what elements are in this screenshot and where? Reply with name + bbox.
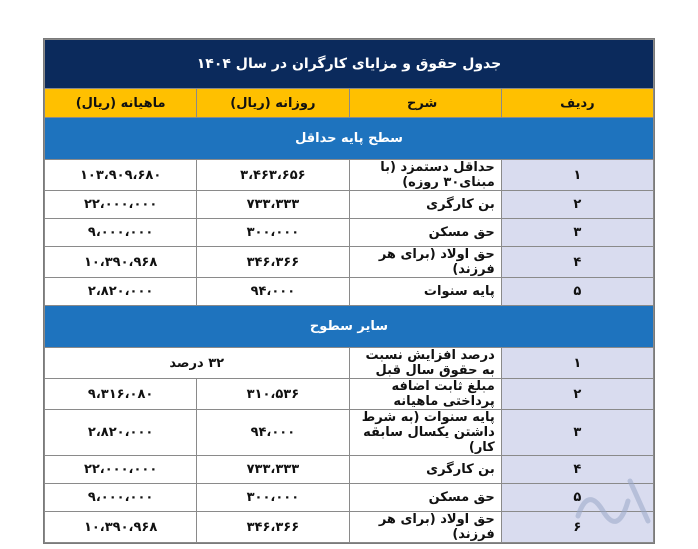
row-index: ۴ bbox=[501, 456, 653, 484]
row-index: ۱ bbox=[501, 160, 653, 191]
table-row bbox=[45, 348, 654, 379]
header-index: ردیف bbox=[501, 89, 653, 118]
salary-table bbox=[44, 39, 654, 543]
table-row bbox=[45, 160, 654, 191]
watermark-logo-icon bbox=[568, 471, 658, 531]
header-monthly: ماهیانه (ریال) bbox=[45, 89, 197, 118]
row-monthly: ۹،۰۰۰،۰۰۰ bbox=[45, 484, 197, 512]
row-description: پایه سنوات bbox=[349, 278, 501, 306]
section-title-other: سایر سطوح bbox=[45, 306, 654, 348]
row-index: ۳ bbox=[501, 219, 653, 247]
row-description: حق اولاد (برای هر فرزند) bbox=[349, 247, 501, 278]
row-daily: ۳۴۶،۳۶۶ bbox=[197, 512, 349, 543]
table-row bbox=[45, 278, 654, 306]
table-row bbox=[45, 410, 654, 456]
row-daily: ۷۳۳،۳۳۳ bbox=[197, 191, 349, 219]
row-index: ۵ bbox=[501, 278, 653, 306]
row-description: درصد افزایش نسبت به حقوق سال قبل bbox=[349, 348, 501, 379]
row-daily: ۳۰۰،۰۰۰ bbox=[197, 219, 349, 247]
section-title-base: سطح پایه حداقل bbox=[45, 118, 654, 160]
row-increase-value: ۳۲ درصد bbox=[45, 348, 350, 379]
row-index: ۲ bbox=[501, 191, 653, 219]
row-description: مبلغ ثابت اضافه پرداختی ماهیانه bbox=[349, 379, 501, 410]
row-monthly: ۱۰،۳۹۰،۹۶۸ bbox=[45, 512, 197, 543]
section-row-other bbox=[45, 306, 654, 348]
row-monthly: ۱۰،۳۹۰،۹۶۸ bbox=[45, 247, 197, 278]
header-daily: روزانه (ریال) bbox=[197, 89, 349, 118]
row-monthly: ۹،۳۱۶،۰۸۰ bbox=[45, 379, 197, 410]
table-row bbox=[45, 484, 654, 512]
table-row bbox=[45, 191, 654, 219]
row-description: حق اولاد (برای هر فرزند) bbox=[349, 512, 501, 543]
row-index: ۴ bbox=[501, 247, 653, 278]
row-description: بن کارگری bbox=[349, 456, 501, 484]
row-monthly: ۲۲،۰۰۰،۰۰۰ bbox=[45, 191, 197, 219]
row-daily: ۷۳۳،۳۳۳ bbox=[197, 456, 349, 484]
row-daily: ۳۰۰،۰۰۰ bbox=[197, 484, 349, 512]
section-row-base bbox=[45, 118, 654, 160]
row-description: حداقل دستمزد (با مبنای۳۰ روزه) bbox=[349, 160, 501, 191]
table-row bbox=[45, 456, 654, 484]
row-daily: ۹۴،۰۰۰ bbox=[197, 410, 349, 456]
row-daily: ۳۴۶،۳۶۶ bbox=[197, 247, 349, 278]
title-row bbox=[45, 40, 654, 89]
header-row bbox=[45, 89, 654, 118]
row-daily: ۳،۴۶۳،۶۵۶ bbox=[197, 160, 349, 191]
row-index: ۱ bbox=[501, 348, 653, 379]
row-monthly: ۲،۸۲۰،۰۰۰ bbox=[45, 410, 197, 456]
salary-table-container bbox=[43, 38, 655, 544]
row-monthly: ۹،۰۰۰،۰۰۰ bbox=[45, 219, 197, 247]
row-description: پایه سنوات (به شرط داشتن یکسال سابقه کار) bbox=[349, 410, 501, 456]
row-index: ۳ bbox=[501, 410, 653, 456]
table-title: جدول حقوق و مزایای کارگران در سال ۱۴۰۴ bbox=[45, 40, 654, 89]
table-row bbox=[45, 247, 654, 278]
row-description: حق مسکن bbox=[349, 484, 501, 512]
row-daily: ۹۴،۰۰۰ bbox=[197, 278, 349, 306]
row-index: ۶ bbox=[501, 512, 653, 543]
row-description: بن کارگری bbox=[349, 191, 501, 219]
row-monthly: ۲،۸۲۰،۰۰۰ bbox=[45, 278, 197, 306]
table-row bbox=[45, 379, 654, 410]
table-row bbox=[45, 219, 654, 247]
row-monthly: ۲۲،۰۰۰،۰۰۰ bbox=[45, 456, 197, 484]
row-monthly: ۱۰۳،۹۰۹،۶۸۰ bbox=[45, 160, 197, 191]
header-description: شرح bbox=[349, 89, 501, 118]
row-index: ۵ bbox=[501, 484, 653, 512]
row-index: ۲ bbox=[501, 379, 653, 410]
table-row bbox=[45, 512, 654, 543]
row-description: حق مسکن bbox=[349, 219, 501, 247]
row-daily: ۳۱۰،۵۳۶ bbox=[197, 379, 349, 410]
